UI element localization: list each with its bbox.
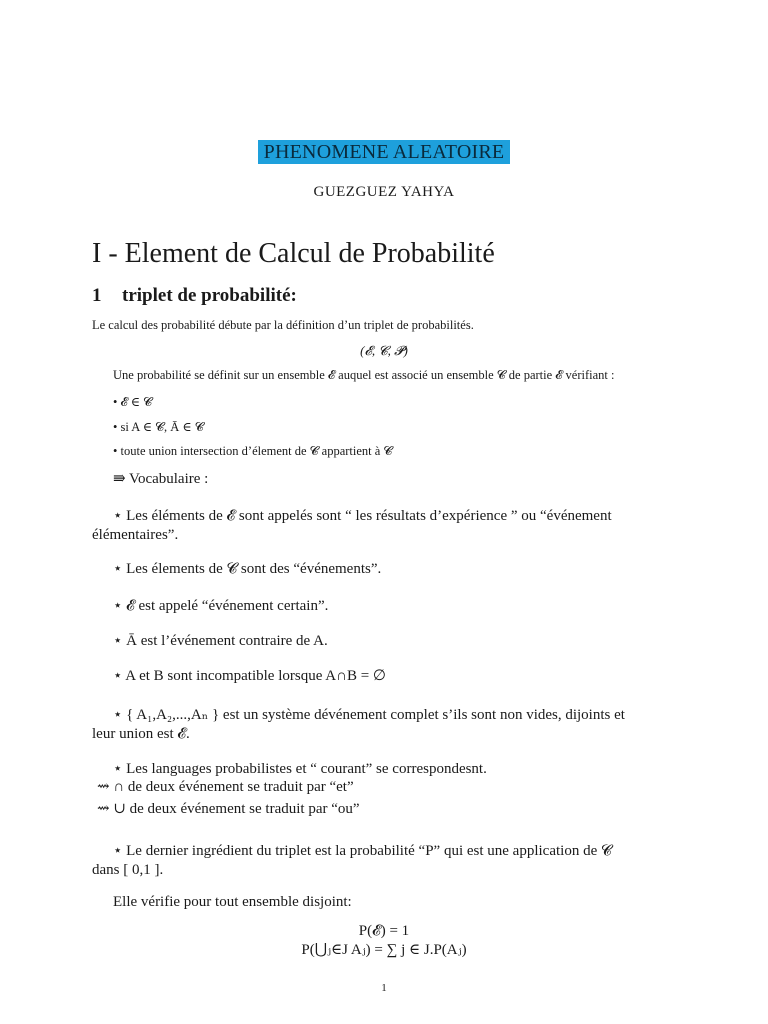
equation: P(𝓔) = 1: [358, 923, 410, 939]
paragraph-disjoint: Elle vérifie pour tout ensemble disjoint:: [113, 894, 352, 910]
paragraph-line: leur union est 𝓔.: [92, 726, 190, 742]
definition-paragraph: Une probabilité se définit sur un ensemble 𝓔 auquel est associé un ensemble 𝓒 de partie 𝓔 vérifiant :: [113, 368, 615, 382]
intro-paragraph: Le calcul des probabilité débute par la définition d’un triplet de probabilités.: [92, 318, 474, 332]
paragraph-line: ⋆ Les éléments de 𝓔 sont appelés sont “ les résultats d’expérience ” ou “événement: [113, 508, 612, 524]
equation: P(⋃ⱼ∈J Aⱼ) = ∑ j ∈ J.P(Aⱼ): [301, 942, 467, 958]
list-item: • si A ∈ 𝓒, Ā ∈ 𝓒: [113, 420, 204, 434]
paragraph-elementary-events: [92, 507, 676, 545]
section-number: 1: [92, 285, 102, 306]
paragraph-line: élémentaires”.: [92, 527, 179, 543]
document-title: PHENOMENE ALEATOIRE: [258, 140, 511, 164]
list-item: ⇝ ∪ de deux événement se traduit par “ou”: [97, 801, 360, 817]
paragraph-complete-system: [92, 706, 676, 744]
section-heading: [92, 285, 297, 307]
paragraph-incompatible: ⋆ A et B sont incompatible lorsque A∩B = ∅: [113, 668, 386, 684]
paragraph-line: ⋆ Le dernier ingrédient du triplet est la probabilité “P” qui est une application de 𝓒: [113, 843, 612, 859]
paragraph-certain-event: ⋆ 𝓔 est appelé “événement certain”.: [113, 598, 329, 614]
list-item: • 𝓔 ∈ 𝓒: [113, 395, 153, 409]
list-item: ⇝ ∩ de deux événement se traduit par “et”: [97, 779, 354, 795]
title-block: [0, 140, 768, 164]
section-title: triplet de probabilité:: [122, 285, 297, 306]
paragraph-events: ⋆ Les élements de 𝓒 sont des “événements”.: [113, 561, 382, 577]
triplet-formula: (𝓔, 𝓒, 𝓟): [360, 343, 408, 358]
paragraph-contrary-event: ⋆ Ā est l’événement contraire de A.: [113, 633, 328, 649]
vocabulary-heading: ⇛ Vocabulaire :: [113, 471, 209, 487]
list-item: • toute union intersection d’élement de 𝓒 appartient à 𝓒: [113, 444, 393, 458]
chapter-heading: I - Element de Calcul de Probabilité: [92, 238, 495, 269]
paragraph-line: dans [ 0,1 ].: [92, 862, 164, 878]
page-number: 1: [381, 982, 387, 994]
paragraph-probability: [92, 842, 676, 880]
paragraph-languages: ⋆ Les languages probabilistes et “ courant” se correspondesnt.: [113, 761, 487, 777]
author: GUEZGUEZ YAHYA: [313, 184, 455, 200]
paragraph-line: ⋆ { A₁,A₂,...,Aₙ } est un système dévénement complet s’ils sont non vides, dijoints et: [113, 707, 625, 723]
